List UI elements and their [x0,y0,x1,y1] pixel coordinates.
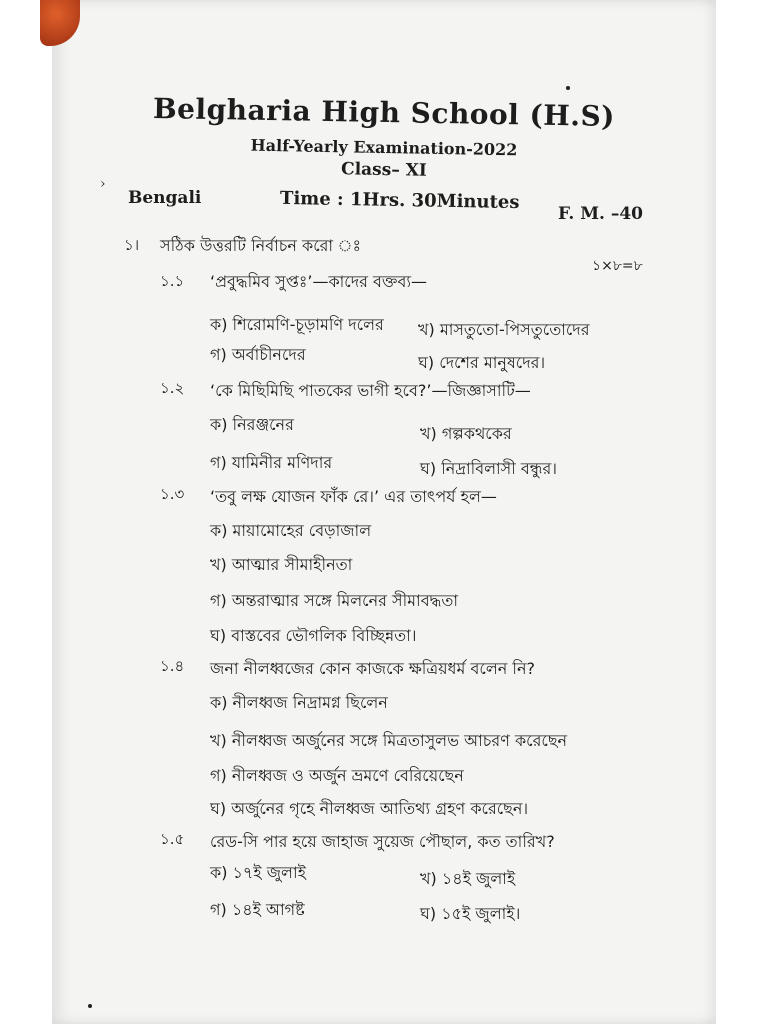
option-kha: খ) নীলধ্বজ অর্জুনের সঙ্গে মিত্রতাসুলভ আচরণ করেছেন [210,731,568,750]
class-label: Class– XI [340,159,428,181]
option-ka: ক) ১৭ই জুলাই [210,863,306,882]
question-number: ১.২ [160,379,185,397]
section-marks: ১×৮=৮ [592,258,643,274]
option-gha: ঘ) বাস্তবের ভৌগলিক বিচ্ছিন্নতা। [210,626,417,645]
question-text: ‘প্রবুদ্ধমিব সুপ্তঃ’—কাদের বক্তব্য— [210,272,428,291]
school-name: Belgharia High School (H.S) [152,91,616,134]
question-number: ১.৪ [160,657,185,675]
option-ga: গ) অন্তরাত্মার সঙ্গে মিলনের সীমাবদ্ধতা [210,591,458,610]
question-text: ‘কে মিছিমিছি পাতকের ভাগী হবে?’—জিজ্ঞাসাটি— [210,381,531,400]
option-gha: ঘ) দেশের মানুষদের। [418,353,546,372]
ink-dot [566,86,570,90]
exam-title: Half-Yearly Examination-2022 [250,135,518,160]
option-kha: খ) ১৪ই জুলাই [420,869,516,888]
time-label: Time : 1Hrs. 30Minutes [279,187,520,214]
option-gha: ঘ) অর্জুনের গৃহে নীলধ্বজ আতিথ্য গ্রহণ করেছেন। [210,799,529,818]
option-ka: ক) নীলধ্বজ নিদ্রামগ্ন ছিলেন [210,693,388,712]
question-text: রেড-সি পার হয়ে জাহাজ সুয়েজ পৌছাল, কত তারিখ? [210,832,555,851]
option-kha: খ) মাসতুতো-পিসতুতোদের [418,320,590,339]
option-kha: খ) গল্পকথকের [420,424,512,443]
question-text: ‘তবু লক্ষ যোজন ফাঁক রে।’ এর তাৎপর্য হল— [210,487,497,506]
question-number: ১.১ [160,272,185,290]
subject-label: Bengali [128,188,202,208]
section-instruction: সঠিক উত্তরটি নির্বাচন করো ঃ [160,236,362,255]
question-number: ১.৩ [160,485,185,503]
pen-mark: › [100,176,106,192]
option-kha: খ) আত্মার সীমাহীনতা [210,555,353,574]
option-ga: গ) যামিনীর মণিদার [210,453,333,472]
option-ka: ক) নিরঞ্জনের [210,415,294,434]
option-ga: গ) অর্বাচীনদের [210,345,306,364]
full-marks-label: F. M. –40 [558,204,644,224]
option-ga: গ) ১৪ই আগষ্ট [210,900,305,919]
question-number: ১.৫ [160,830,185,848]
option-gha: ঘ) নিদ্রাবিলাসী বন্ধুর। [420,459,557,478]
option-ka: ক) মায়ামোহের বেড়াজাল [210,521,372,540]
ink-dot [88,1004,92,1008]
option-ga: গ) নীলধ্বজ ও অর্জুন ভ্রমণে বেরিয়েছেন [210,766,464,785]
section-number: ১। [124,236,140,254]
question-text: জনা নীলধ্বজের কোন কাজকে ক্ষত্রিয়ধর্ম বলেন নি? [210,659,535,678]
option-gha: ঘ) ১৫ই জুলাই। [420,904,521,923]
option-ka: ক) শিরোমণি-চূড়ামণি দলের [210,315,384,334]
